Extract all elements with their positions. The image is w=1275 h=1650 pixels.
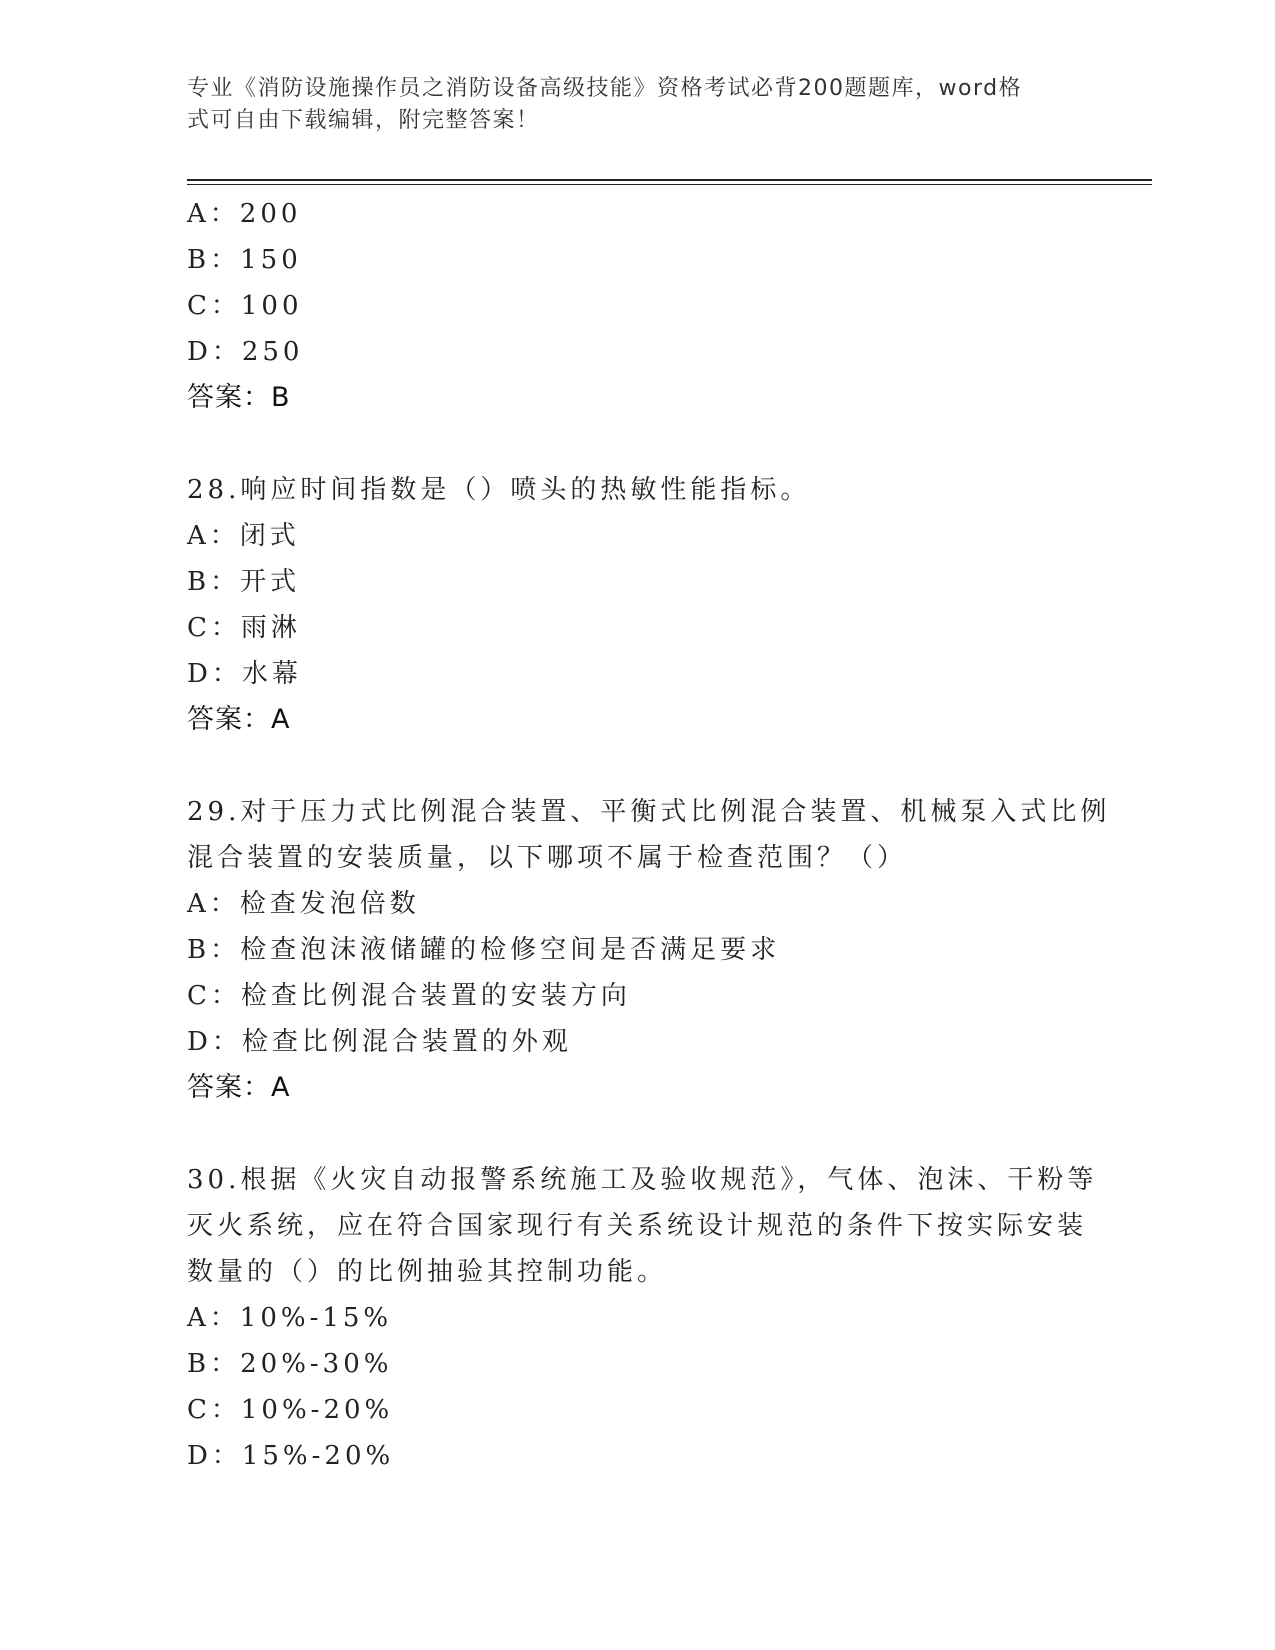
question-stem: 28.响应时间指数是（）喷头的热敏性能指标。 xyxy=(187,475,811,505)
answer-line: 答案：A xyxy=(187,1072,291,1103)
question-stem-line-2: 灭火系统，应在符合国家现行有关系统设计规范的条件下按实际安装 xyxy=(187,1211,1088,1241)
option-a: A：闭式 xyxy=(187,521,300,551)
option-a: A：检查发泡倍数 xyxy=(187,889,420,919)
answer-line: 答案：A xyxy=(187,704,291,735)
header-line-1: 专业《消防设施操作员之消防设备高级技能》资格考试必背200题题库，word格 xyxy=(187,76,1023,101)
option-d: D：250 xyxy=(187,337,304,367)
option-b: B：开式 xyxy=(187,567,301,597)
option-a: A：200 xyxy=(187,199,302,229)
option-d: D：检查比例混合装置的外观 xyxy=(187,1027,572,1057)
option-c: C：雨淋 xyxy=(187,613,301,643)
question-stem-line-3: 数量的（）的比例抽验其控制功能。 xyxy=(187,1257,668,1287)
header-divider-thin xyxy=(187,184,1152,185)
option-b: B：20%-30% xyxy=(187,1349,393,1379)
option-b: B：检查泡沫液储罐的检修空间是否满足要求 xyxy=(187,935,781,965)
document-header xyxy=(187,73,1087,137)
option-c: C：检查比例混合装置的安装方向 xyxy=(187,981,631,1011)
option-d: D：水幕 xyxy=(187,659,302,689)
option-d: D：15%-20% xyxy=(187,1441,395,1471)
option-c: C：10%-20% xyxy=(187,1395,394,1425)
header-divider-thick xyxy=(187,179,1152,181)
question-stem-line-2: 混合装置的安装质量，以下哪项不属于检查范围？（） xyxy=(187,843,908,873)
header-line-2: 式可自由下载编辑，附完整答案！ xyxy=(187,108,540,133)
question-27 xyxy=(187,191,1087,421)
option-b: B：150 xyxy=(187,245,302,275)
answer-line: 答案：B xyxy=(187,382,291,413)
spacer xyxy=(187,421,1087,467)
option-a: A：10%-15% xyxy=(187,1303,393,1333)
question-29 xyxy=(187,789,1111,1111)
question-28 xyxy=(187,467,1087,743)
option-c: C：100 xyxy=(187,291,303,321)
spacer xyxy=(187,743,1087,789)
question-stem-line-1: 29.对于压力式比例混合装置、平衡式比例混合装置、机械泵入式比例 xyxy=(187,797,1111,827)
spacer xyxy=(187,1111,1087,1157)
question-list xyxy=(187,191,1111,1479)
question-30 xyxy=(187,1157,1098,1479)
question-stem-line-1: 30.根据《火灾自动报警系统施工及验收规范》，气体、泡沫、干粉等 xyxy=(187,1165,1098,1195)
